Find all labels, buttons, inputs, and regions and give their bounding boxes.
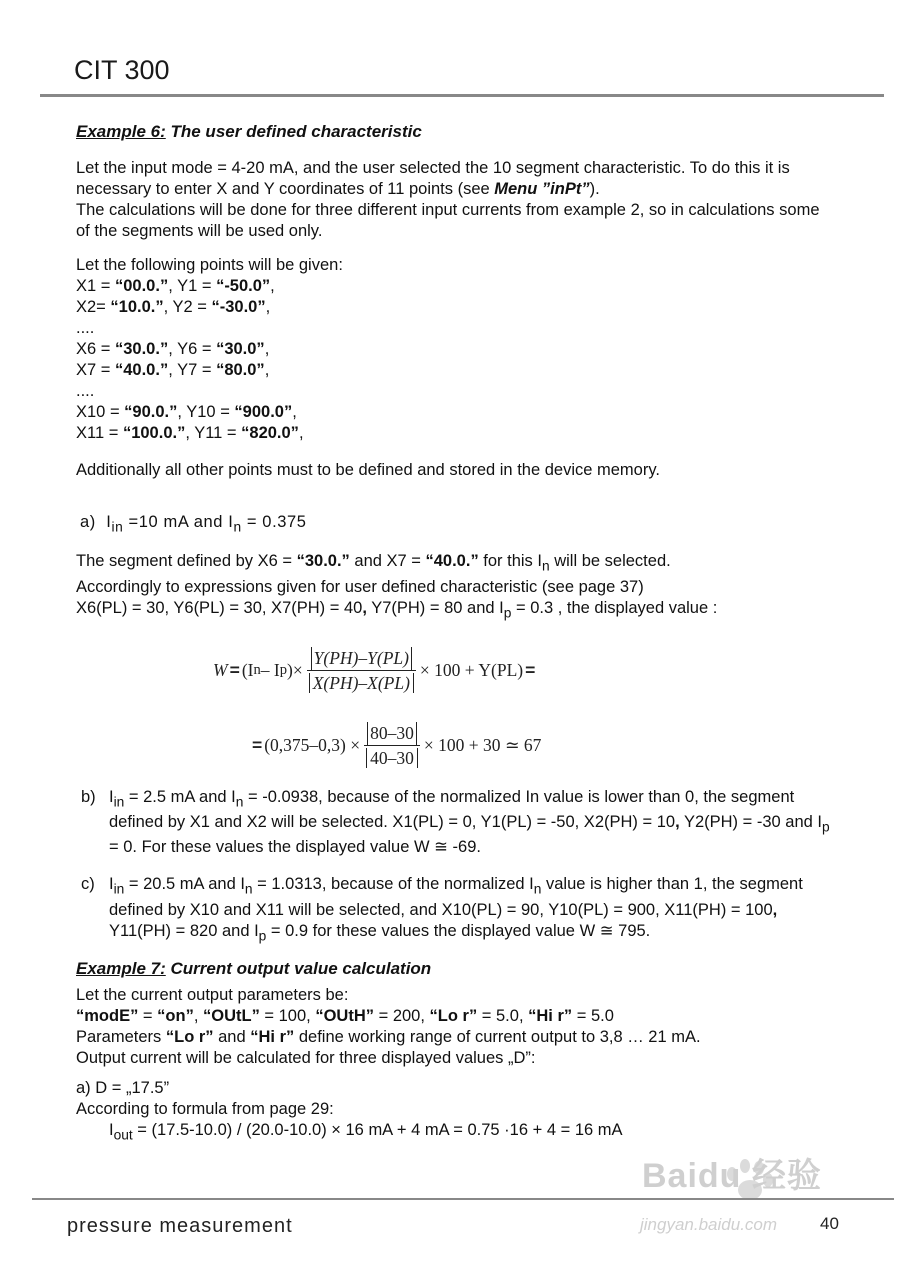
additionally-note: Additionally all other points must to be defined and stored in the device memory. [76,461,660,479]
footer-text: pressure measurement [67,1215,293,1237]
case-a-text: The segment defined by X6 = “30.0.” and X7 = “40.0.” for this $I_n$ will be selected. Accordingly to expressions given for user defined characteristic (see page 37) X6(PL) = 30, Y6(PL) = 30, X7(PH) = 40, Y7(PH) = 80 and $I_p = 0.3$ , the displayed value : [76,552,718,620]
case-b: b) $I_{in} = 2.5$ mA and $I_n = -0.0938$, because of the normalized In value is lower than 0, the segment defined by X1 and X2 will be selected. X1(PL) = 0, Y1(PL) = -50, X2(PH) = 10, Y2(PH) = -30 and $I_p = 0$. For these values the displayed value W ≅ -69. [81,787,830,857]
footer-divider [32,1198,894,1200]
example-6-heading: Example 6: The user defined characteristic [76,122,422,141]
formula-displayed-value: W = (I n – I p )× $\frac{Y(PH)-Y(PL)}{X(PH)-X(PL)}$ × 100 + Y(PL) = [213,647,536,693]
example-6-intro: Let the input mode = 4-20 mA, and the user selected the 10 segment characteristic. To do this it is necessary to enter X and Y coordinates of 11 points (see Menu ”inPt”). The calculations will be done for three different input currents from example 2, so in calculations some of the segments will be used only. [76,159,820,240]
points-list: Let the following points will be given: X1 = “00.0.”, Y1 = “-50.0”, X2= “10.0.”, Y2 = “-30.0”, .... X6 = “30.0.”, Y6 = “30.0”, X7 = “40.0.”, Y7 = “80.0”, .... X10 = “90.0.”, Y10 = “900.0”, X11 = “100.0.”, Y11 = “820.0”, [76,255,836,444]
case-c: c) $I_{in} = 20.5$ mA and $I_n = 1.0313$, because of the normalized $I_n$ value is higher than 1, the segment defined by X10 and X11 will be selected, and X10(PL) = 90, Y10(PL) = 900, X11(PH) = 100, Y11(PH) = 820 and $I_p = 0.9$ for these values the displayed value W ≅ 795. [81,875,803,944]
formula-fraction: $\frac{80-30}{40-30}$ [364,722,420,769]
point-row: X1 = “00.0.”, Y1 = “-50.0”, [76,277,275,295]
example-7-case-a: a) D = „17.5” According to formula from page 29: [76,1079,334,1119]
point-row: X10 = “90.0.”, Y10 = “900.0”, [76,403,297,421]
example-7-params: Let the current output parameters be: “modE” = “on”, “OUtL” = 100, “OUtH” = 200, “Lo r” = 5.0, “Hi r” = 5.0 Parameters “Lo r” and “Hi r” define working range of current output to 3,8 … 21 mA. Output current will be calculated for three displayed values „D”: [76,986,701,1068]
point-row: X11 = “100.0.”, Y11 = “820.0”, [76,424,304,442]
formula-fraction: $\frac{Y(PH)-Y(PL)}{X(PH)-X(PL)}$ [307,647,416,694]
header-divider [40,94,884,97]
case-a-heading: a) $I_{in} =10$ mA and $I_n = 0.375$ [80,513,307,535]
point-row: X6 = “30.0.”, Y6 = “30.0”, [76,340,270,358]
point-row: X2= “10.0.”, Y2 = “-30.0”, [76,298,271,316]
watermark-url: jingyan.baidu.com [640,1215,778,1234]
example-7-heading: Example 7: Current output value calculation [76,959,432,979]
watermark-logo-text: Baidu 经验 [642,1157,822,1195]
page-title: CIT 300 [74,55,170,85]
document-body [76,121,836,1145]
point-row: X7 = “40.0.”, Y7 = “80.0”, [76,361,270,379]
ellipsis: .... [76,319,95,337]
formula-substituted: = (0,375–0,3) × $\frac{80-30}{40-30}$ × 100 + 30 ≃ 67 [252,722,542,768]
page-number: 40 [820,1214,839,1233]
iout-formula: $I_{out} = (17.5-10.0) / (20.0-10.0) \times 16$ mA + 4 mA = 0.75 ·16 + 4 = 16 mA [109,1121,623,1143]
ellipsis: .... [76,382,95,400]
